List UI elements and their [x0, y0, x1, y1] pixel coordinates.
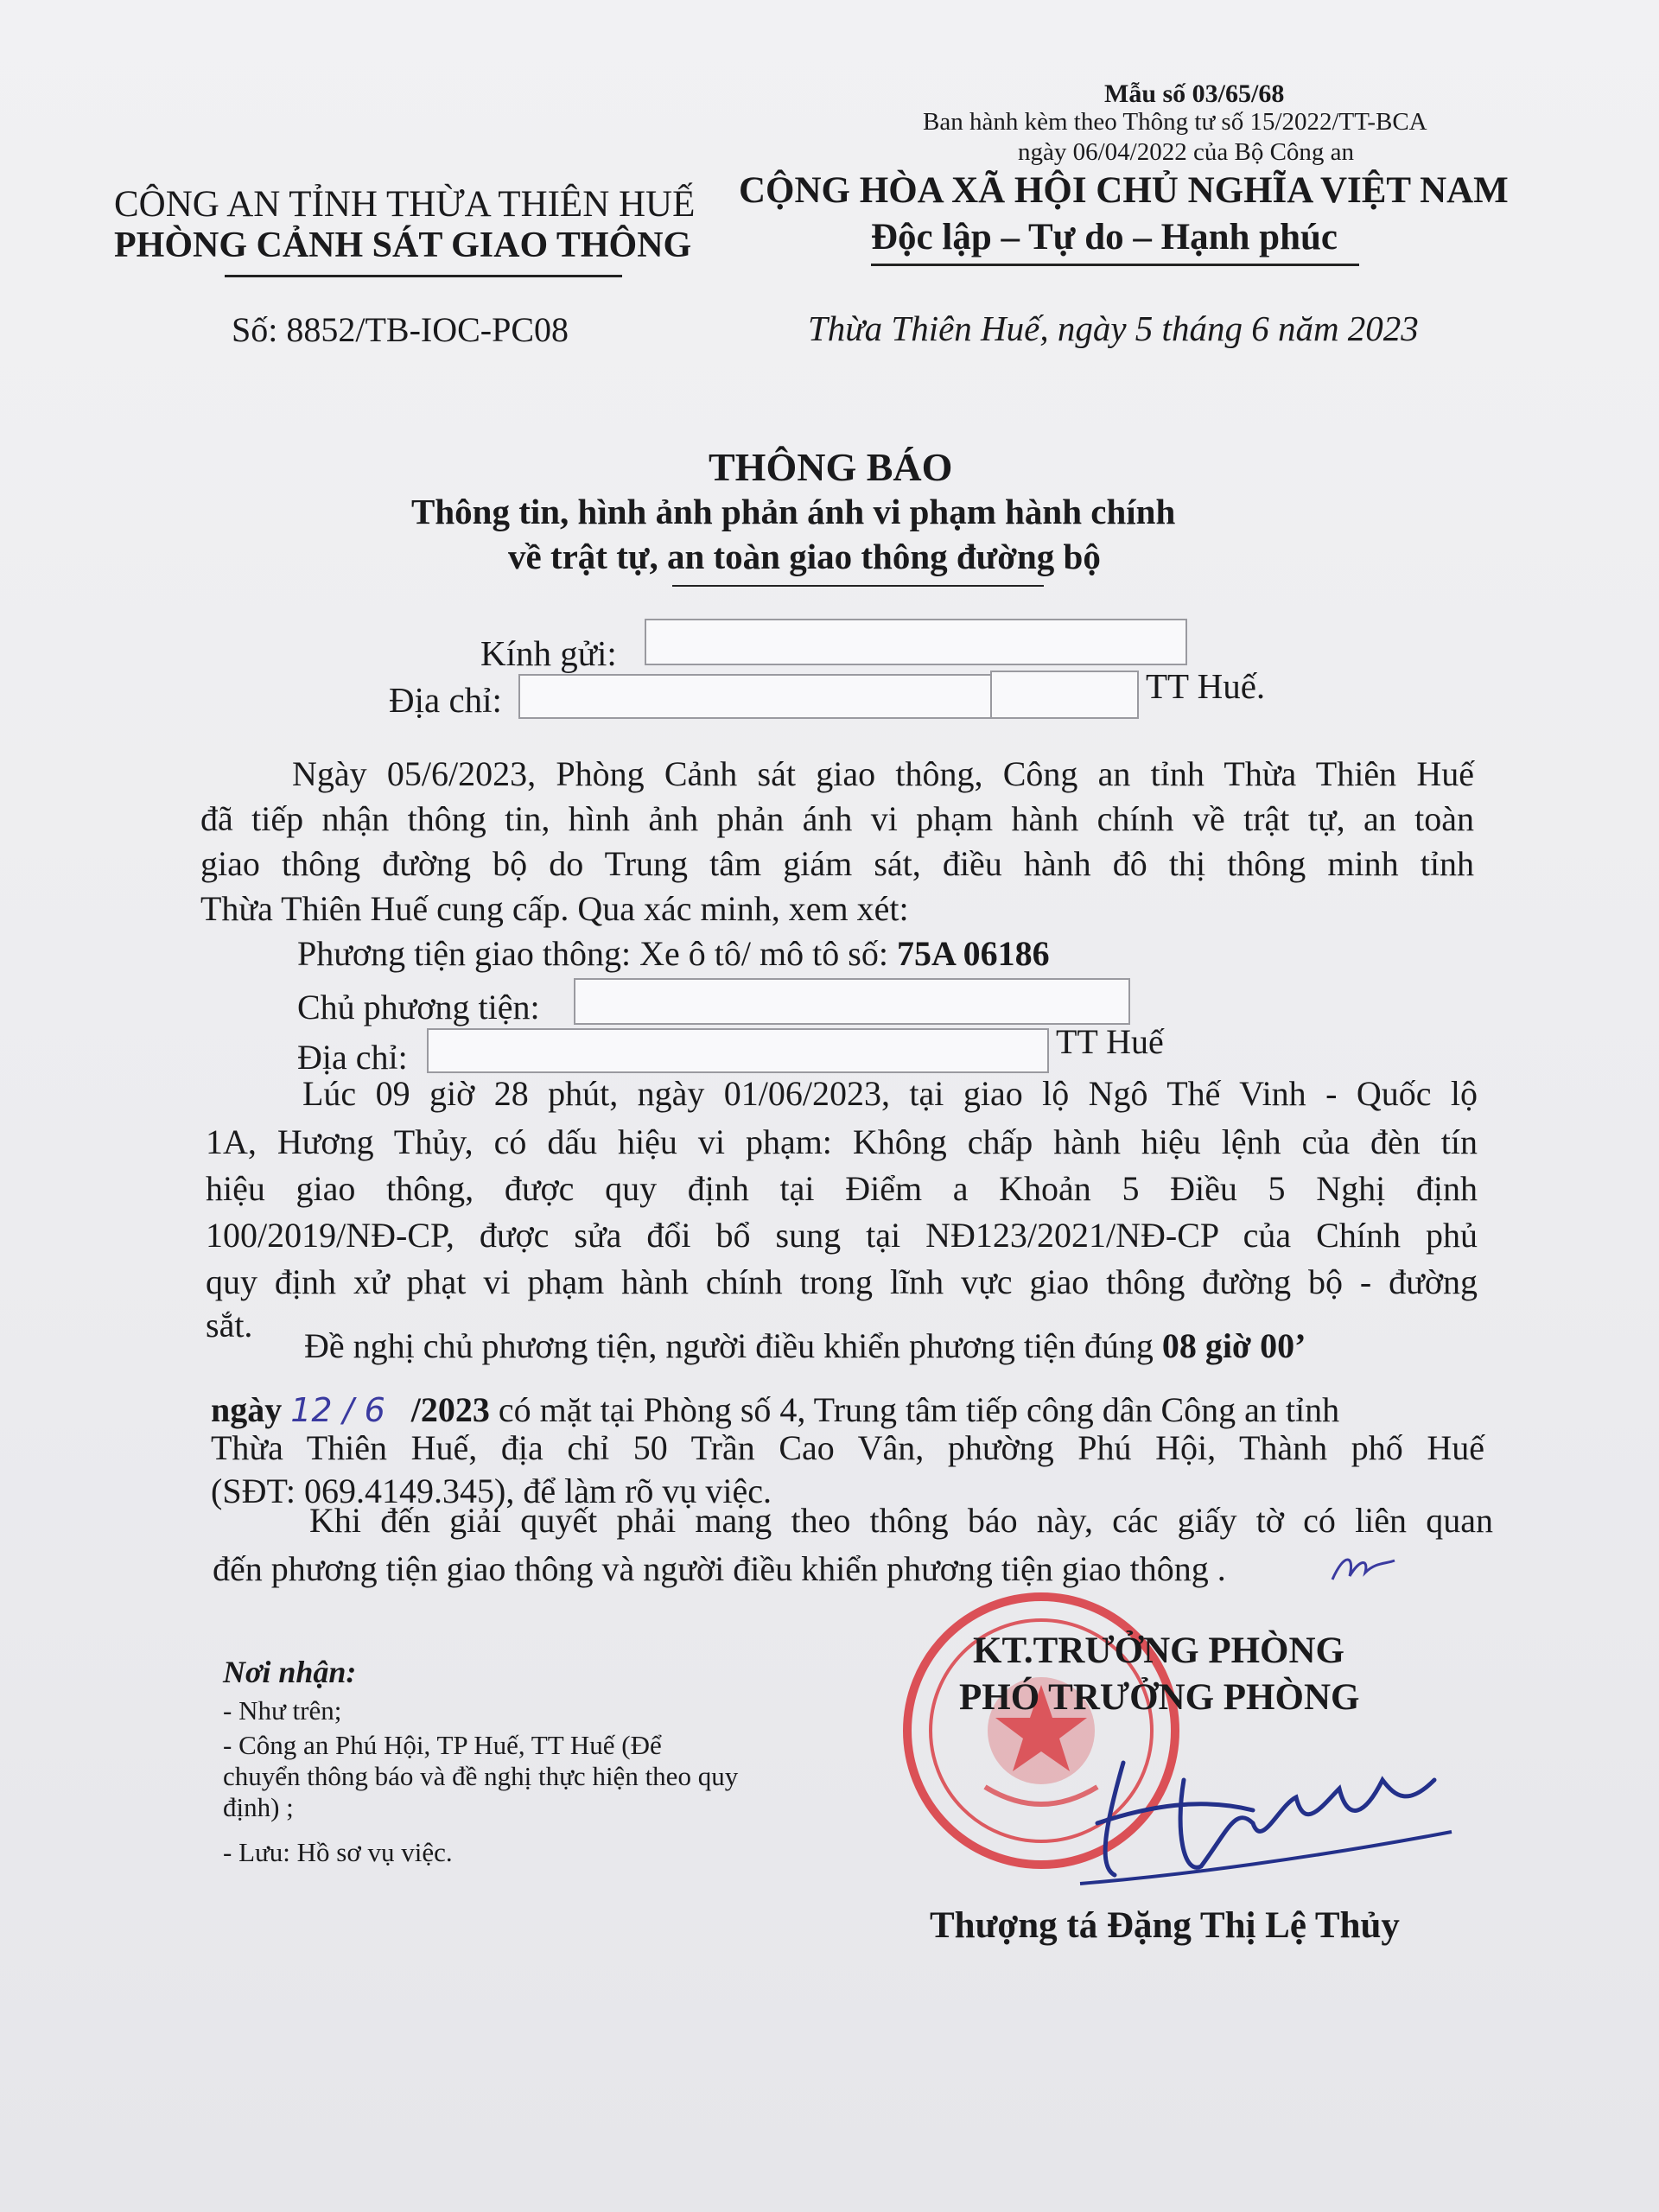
- title-underline: [672, 585, 1044, 587]
- redacted-recipient: [645, 619, 1187, 665]
- summons-line-4: (SĐT: 069.4149.345), để làm rõ vụ việc.: [211, 1471, 772, 1510]
- redacted-address-1: [518, 674, 995, 719]
- paragraph-line: hiệu giao thông, được quy định tại Điểm a Khoản 5 Điều 5 Nghị định: [206, 1169, 1478, 1208]
- requirement-line-2: đến phương tiện giao thông và người điều khiển phương tiện giao thông .: [213, 1549, 1226, 1588]
- requirement-line-1: Khi đến giải quyết phải mang theo thông báo này, các giấy tờ có liên quan: [309, 1501, 1493, 1540]
- place-date: Thừa Thiên Huế, ngày 5 tháng 6 năm 2023: [808, 308, 1419, 348]
- owner-address-suffix: TT Huế: [1056, 1022, 1164, 1061]
- document-number: Số: 8852/TB-IOC-PC08: [232, 310, 569, 349]
- nation-title: CỘNG HÒA XÃ HỘI CHỦ NGHĨA VIỆT NAM: [739, 170, 1509, 211]
- paragraph-line: giao thông đường bộ do Trung tâm giám sát, điều hành đô thị thông minh tỉnh: [200, 844, 1474, 883]
- signer-role-1: KT.TRƯỞNG PHÒNG: [973, 1630, 1344, 1671]
- notice-subtitle-2: về trật tự, an toàn giao thông đường bộ: [508, 537, 1101, 576]
- summons-line-3: Thừa Thiên Huế, địa chỉ 50 Trần Cao Vân, phường Phú Hội, Thành phố Huế: [211, 1428, 1484, 1467]
- vehicle-label: Phương tiện giao thông: Xe ô tô/ mô tô số: 75A 06186: [297, 934, 1050, 973]
- paragraph-line: đã tiếp nhận thông tin, hình ảnh phản ánh vi phạm hành chính về trật tự, an toàn: [200, 799, 1474, 838]
- form-issued-line1: Ban hành kèm theo Thông tư số 15/2022/TT-BCA: [923, 108, 1427, 136]
- paragraph-line: Ngày 05/6/2023, Phòng Cảnh sát giao thông, Công an tỉnh Thừa Thiên Huế: [292, 754, 1474, 793]
- agency-department: PHÒNG CẢNH SÁT GIAO THÔNG: [114, 226, 692, 265]
- recipients-item: định) ;: [223, 1792, 294, 1822]
- handwritten-date: 12 / 6: [290, 1391, 385, 1429]
- summons-line-2: ngày 12 / 6 /2023 có mặt tại Phòng số 4, Trung tâm tiếp công dân Công an tỉnh: [211, 1390, 1340, 1429]
- paragraph-line: sắt.: [206, 1306, 253, 1344]
- agency-name: CÔNG AN TỈNH THỪA THIÊN HUẾ: [114, 184, 696, 225]
- recipients-title: Nơi nhận:: [223, 1655, 357, 1689]
- handwritten-signature: [1054, 1728, 1460, 1901]
- paragraph-line: Lúc 09 giờ 28 phút, ngày 01/06/2023, tại giao lộ Ngô Thế Vinh - Quốc lộ: [302, 1074, 1478, 1113]
- paragraph-line: 100/2019/NĐ-CP, được sửa đổi bổ sung tại NĐ123/2021/NĐ-CP của Chính phủ: [206, 1216, 1478, 1255]
- redacted-owner-address: [427, 1028, 1049, 1073]
- notice-subtitle-1: Thông tin, hình ảnh phản ánh vi phạm hành chính: [411, 492, 1176, 531]
- address-label: Địa chỉ:: [389, 680, 502, 720]
- signer-role-2: PHÓ TRƯỞNG PHÒNG: [959, 1677, 1360, 1718]
- form-number: Mẫu số 03/65/68: [1104, 79, 1285, 108]
- license-plate: 75A 06186: [896, 934, 1050, 973]
- owner-address-label: Địa chỉ:: [297, 1038, 408, 1077]
- form-issued-line2: ngày 06/04/2022 của Bộ Công an: [1018, 138, 1355, 166]
- recipients-item: - Công an Phú Hội, TP Huế, TT Huế (Để: [223, 1730, 662, 1760]
- nation-motto: Độc lập – Tự do – Hạnh phúc: [871, 217, 1338, 257]
- agency-underline: [225, 275, 622, 277]
- notice-title: THÔNG BÁO: [709, 445, 953, 489]
- recipients-item: - Lưu: Hồ sơ vụ việc.: [223, 1837, 453, 1867]
- paragraph-line: Thừa Thiên Huế cung cấp. Qua xác minh, xem xét:: [200, 889, 909, 928]
- address-suffix: TT Huế.: [1146, 666, 1266, 706]
- paragraph-line: 1A, Hương Thủy, có dấu hiệu vi phạm: Không chấp hành hiệu lệnh của đèn tín: [206, 1122, 1478, 1161]
- summons-line-1: Đề nghị chủ phương tiện, người điều khiển phương tiện đúng 08 giờ 00’: [304, 1326, 1306, 1365]
- initials-mark: [1329, 1547, 1398, 1590]
- paragraph-line: quy định xử phạt vi phạm hành chính trong lĩnh vực giao thông đường bộ - đường: [206, 1262, 1478, 1301]
- to-label: Kính gửi:: [480, 633, 617, 673]
- owner-label: Chủ phương tiện:: [297, 988, 540, 1027]
- signer-name: Thượng tá Đặng Thị Lệ Thủy: [930, 1905, 1400, 1946]
- recipients-item: - Như trên;: [223, 1695, 342, 1726]
- motto-underline: [871, 264, 1359, 266]
- redacted-address-2: [990, 671, 1139, 719]
- recipients-item: chuyển thông báo và đề nghị thực hiện theo quy: [223, 1761, 739, 1791]
- redacted-owner: [574, 978, 1130, 1025]
